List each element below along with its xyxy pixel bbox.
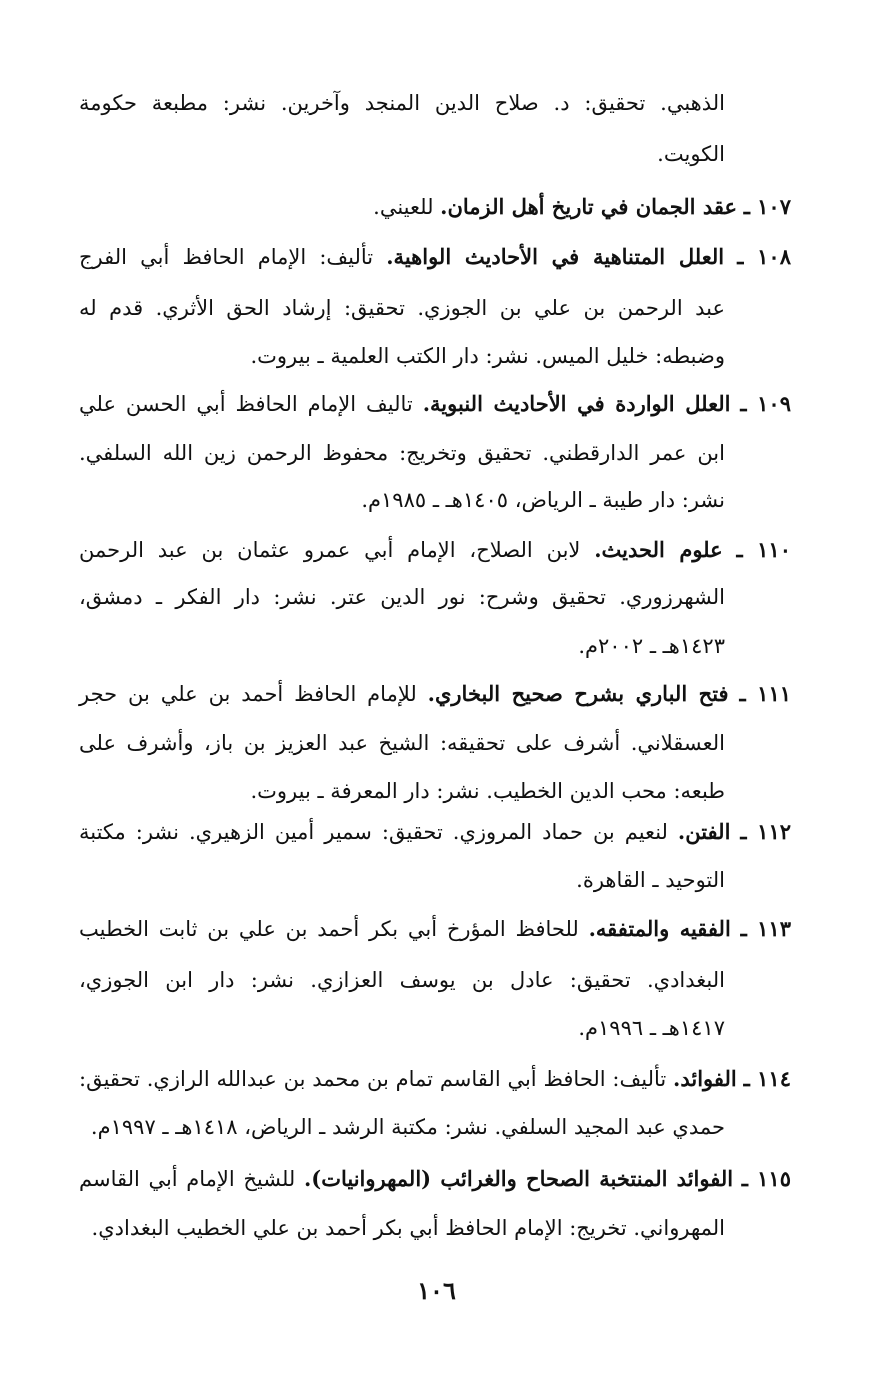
entry-number: ١١١ ـ [739, 681, 792, 706]
entry-text: لابن الصلاح، الإمام أبي عمرو عثمان بن عبد الرحمن [79, 538, 581, 562]
entry-number: ١٠٨ ـ [737, 244, 791, 269]
entry-number: ١٠٩ ـ [740, 391, 791, 416]
text-line: الكويت. [657, 142, 725, 166]
entry-text: للعيني. [373, 195, 434, 219]
entry-number: ١١٥ ـ [741, 1166, 791, 1191]
entry-number: ١١٤ ـ [743, 1066, 791, 1091]
entry-107 [79, 183, 791, 231]
text-line: ١٤٢٣هـ ـ ٢٠٠٢م. [578, 634, 725, 658]
entry-text: تأليف: الحافظ أبي القاسم تمام بن محمد بن عبدالله الرازي. تحقيق: [79, 1067, 667, 1091]
entry-114 [79, 1055, 791, 1103]
entry-text: لنعيم بن حماد المروزي. تحقيق: سمير أمين الزهيري. نشر: مكتبة [79, 820, 668, 844]
text-line: عبد الرحمن بن علي بن الجوزي. تحقيق: إرشاد الحق الأثري. قدم له [79, 296, 725, 320]
text-line: نشر: دار طيبة ـ الرياض، ١٤٠٥هـ ـ ١٩٨٥م. [361, 488, 725, 512]
entry-title: فتح الباري بشرح صحيح البخاري. [427, 681, 729, 706]
entry-113 [79, 905, 791, 953]
entry-number: ١١٠ ـ [736, 537, 791, 562]
entry-110 [79, 526, 791, 574]
entry-109 [79, 380, 791, 428]
entry-title: الفوائد المنتخبة الصحاح والغرائب (المهروانيات). [303, 1166, 734, 1191]
entry-title: الفوائد. [673, 1066, 737, 1091]
text-line: ١٤١٧هـ ـ ١٩٩٦م. [578, 1016, 725, 1040]
entry-title: الفتن. [677, 819, 731, 844]
entry-108 [79, 233, 791, 281]
entry-title: علوم الحديث. [594, 537, 723, 562]
entry-title: الفقيه والمتفقه. [588, 916, 731, 941]
text-line: المهرواني. تخريج: الإمام الحافظ أبي بكر أحمد بن علي الخطيب البغدادي. [91, 1216, 725, 1240]
entry-text: تاليف الإمام الحافظ أبي الحسن علي [79, 392, 413, 416]
text-line: طبعه: محب الدين الخطيب. نشر: دار المعرفة ـ بيروت. [250, 779, 725, 803]
text-line: ابن عمر الدارقطني. تحقيق وتخريج: محفوظ الرحمن زين الله السلفي. [79, 441, 725, 465]
text-line: حمدي عبد المجيد السلفي. نشر: مكتبة الرشد ـ الرياض، ١٤١٨هـ ـ ١٩٩٧م. [90, 1115, 725, 1139]
entry-text: للإمام الحافظ أحمد بن علي بن حجر [79, 682, 417, 706]
entry-text: للشيخ الإمام أبي القاسم [79, 1167, 296, 1191]
entry-111 [79, 670, 791, 718]
text-line: العسقلاني. أشرف على تحقيقه: الشيخ عبد العزيز بن باز، وأشرف على [79, 731, 725, 755]
entry-112 [79, 808, 791, 856]
text-line: التوحيد ـ القاهرة. [576, 868, 725, 892]
entry-number: ١١٢ ـ [740, 819, 792, 844]
entry-title: العلل الواردة في الأحاديث النبوية. [422, 391, 731, 416]
text-line: الذهبي. تحقيق: د. صلاح الدين المنجد وآخرين. نشر: مطبعة حكومة [79, 91, 725, 115]
entry-title: عقد الجمان في تاريخ أهل الزمان. [440, 194, 737, 219]
page-number: ١٠٦ [417, 1276, 456, 1305]
text-line: وضبطه: خليل الميس. نشر: دار الكتب العلمية ـ بيروت. [250, 344, 725, 368]
entry-title: العلل المتناهية في الأحاديث الواهية. [386, 244, 725, 269]
entry-number: ١١٣ ـ [740, 916, 791, 941]
entry-text: تأليف: الإمام الحافظ أبي الفرج [79, 245, 374, 269]
entry-115 [79, 1155, 791, 1203]
entry-number: ١٠٧ ـ [743, 194, 791, 219]
text-line: الشهرزوري. تحقيق وشرح: نور الدين عتر. نشر: دار الفكر ـ دمشق، [79, 585, 725, 609]
entry-text: للحافظ المؤرخ أبي بكر أحمد بن علي بن ثابت الخطيب [79, 917, 579, 941]
text-line: البغدادي. تحقيق: عادل بن يوسف العزازي. نشر: دار ابن الجوزي، [79, 968, 725, 992]
